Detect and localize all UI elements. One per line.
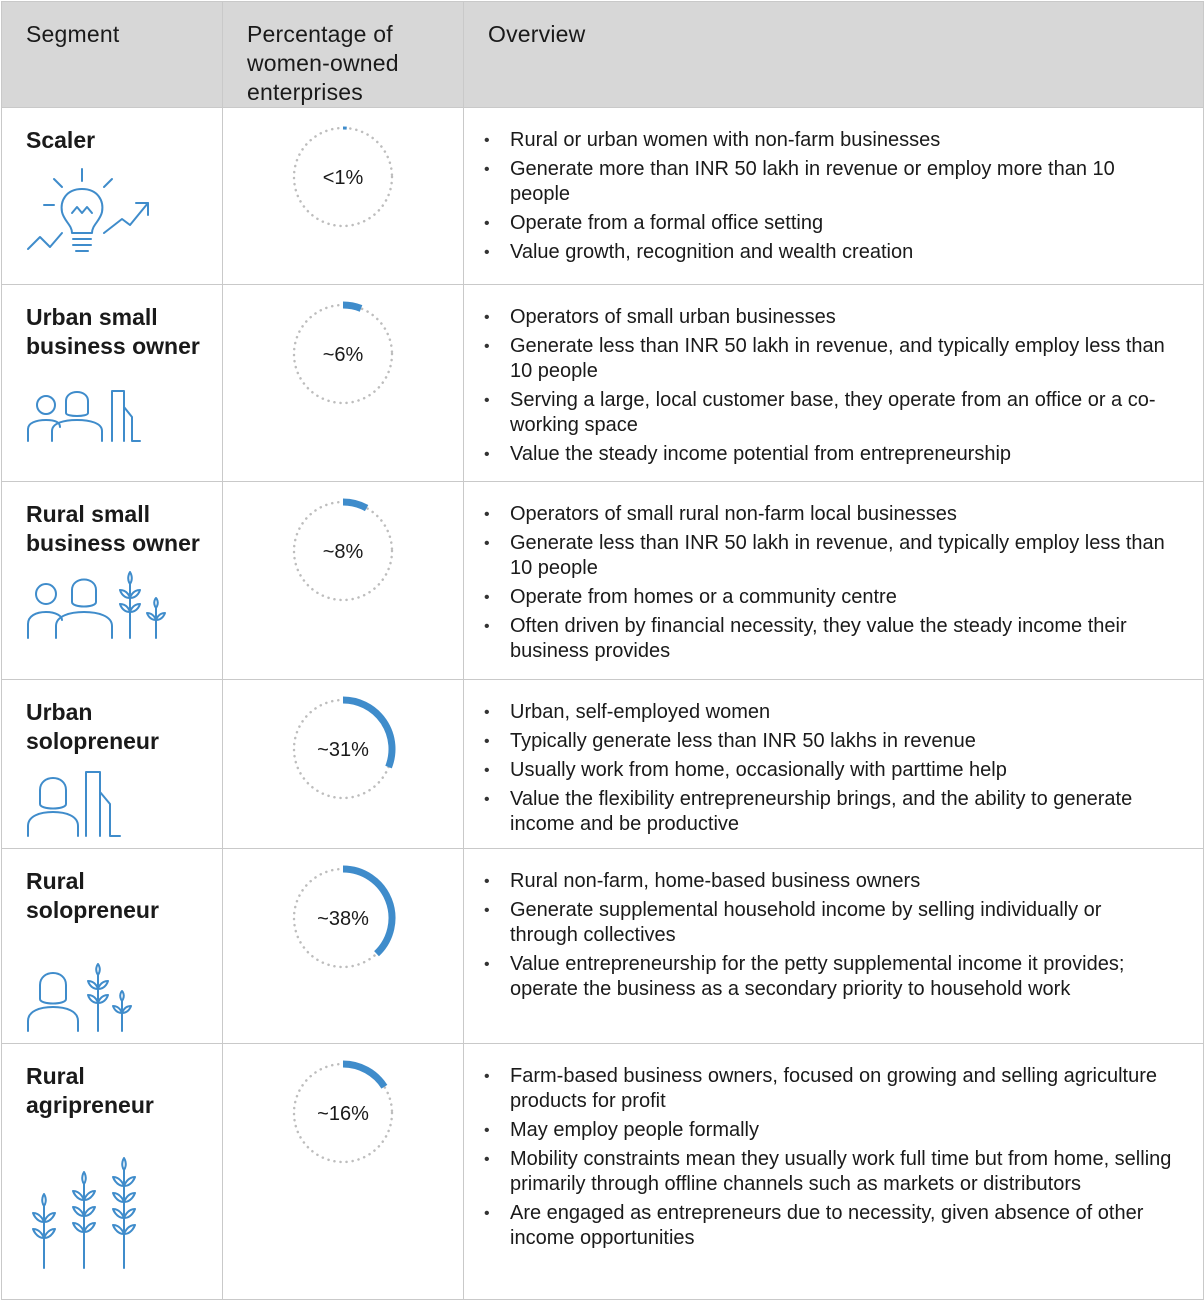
percent-label: ~38% [317,908,369,930]
header-overview: Overview [464,2,1204,108]
segment-name: Urban solopreneur [26,698,206,756]
segment-cell [2,1044,223,1300]
overview-cell [464,1044,1204,1300]
list-item: • May employ people formally [484,1118,1173,1143]
overview-list [484,502,1173,664]
header-row [2,2,1204,108]
segment-cell [2,108,223,285]
segment-cell [2,849,223,1044]
percentage-cell [223,680,464,849]
list-item: • Mobility constraints mean they usually work full time but from home, selling primarily through offline channels such as markets or distributors [484,1147,1173,1197]
list-item: • Operators of small rural non-farm local businesses [484,502,1173,527]
overview-list [484,305,1173,467]
list-item: • Serving a large, local customer base, they operate from an office or a co-working space [484,388,1173,438]
percentage-cell [223,108,464,285]
table-row [2,482,1204,680]
overview-cell [464,849,1204,1044]
lightbulb-growth-icon [26,167,156,262]
table-row [2,680,1204,849]
percentage-cell [223,1044,464,1300]
donut-chart [288,122,398,232]
segment-name: Urban small business owner [26,303,206,361]
list-item: • Value entrepreneurship for the petty supplemental income it provides; operate the business as a secondary priority to household work [484,952,1173,1002]
overview-cell [464,285,1204,482]
percentage-cell [223,849,464,1044]
segment-table [1,1,1204,1300]
overview-cell [464,680,1204,849]
overview-list [484,869,1173,1002]
segment-cell [2,285,223,482]
list-item: • Value the flexibility entrepreneurship brings, and the ability to generate income and be productive [484,787,1173,837]
list-item: • Usually work from home, occasionally with parttime help [484,758,1173,783]
percent-label: ~6% [323,344,364,366]
donut-arc [343,305,361,308]
list-item: • Generate less than INR 50 lakh in revenue, and typically employ less than 10 people [484,334,1173,384]
list-item: • Typically generate less than INR 50 lakhs in revenue [484,729,1173,754]
woman-building-icon [26,768,136,838]
list-item: • Generate more than INR 50 lakh in revenue or employ more than 10 people [484,157,1173,207]
list-item: • Farm-based business owners, focused on growing and selling agriculture products for profit [484,1064,1173,1114]
list-item: • Generate less than INR 50 lakh in revenue, and typically employ less than 10 people [484,531,1173,581]
table-row [2,849,1204,1044]
segment-cell [2,482,223,680]
table-row [2,108,1204,285]
woman-plants-icon [26,963,136,1033]
list-item: • Often driven by financial necessity, they value the steady income their business provides [484,614,1173,664]
percentage-cell [223,285,464,482]
people-plants-icon [26,570,171,640]
segment-name: Rural solopreneur [26,867,206,925]
segment-cell [2,680,223,849]
percent-label: ~16% [317,1103,369,1125]
overview-list [484,700,1173,837]
list-item: • Value the steady income potential from entrepreneurship [484,442,1173,467]
donut-chart [288,299,398,409]
percent-label: ~31% [317,739,369,761]
overview-cell [464,482,1204,680]
segment-name: Scaler [26,126,206,155]
list-item: • Urban, self-employed women [484,700,1173,725]
list-item: • Operate from a formal office setting [484,211,1173,236]
overview-list [484,128,1173,265]
list-item: • Generate supplemental household income by selling individually or through collectives [484,898,1173,948]
list-item: • Operate from homes or a community centre [484,585,1173,610]
people-buildings-icon [26,383,146,443]
donut-chart [288,1058,398,1168]
list-item: • Operators of small urban businesses [484,305,1173,330]
list-item: • Rural non-farm, home-based business owners [484,869,1173,894]
table-row [2,285,1204,482]
donut-chart [288,863,398,973]
segment-name: Rural agripreneur [26,1062,206,1120]
segment-name: Rural small business owner [26,500,206,558]
donut-arc [343,502,367,508]
donut-chart [288,694,398,804]
list-item: • Are engaged as entrepreneurs due to necessity, given absence of other income opportunities [484,1201,1173,1251]
percent-label: <1% [323,167,364,189]
donut-arc [343,1064,384,1087]
overview-list [484,1064,1173,1251]
overview-cell [464,108,1204,285]
header-segment: Segment [2,2,223,108]
table-row [2,1044,1204,1300]
percentage-cell [223,482,464,680]
percent-label: ~8% [323,541,364,563]
list-item: • Value growth, recognition and wealth creation [484,240,1173,265]
header-percentage: Percentage of women-owned enterprises [223,2,464,108]
crops-icon [26,1156,146,1271]
list-item: • Rural or urban women with non-farm businesses [484,128,1173,153]
donut-chart [288,496,398,606]
